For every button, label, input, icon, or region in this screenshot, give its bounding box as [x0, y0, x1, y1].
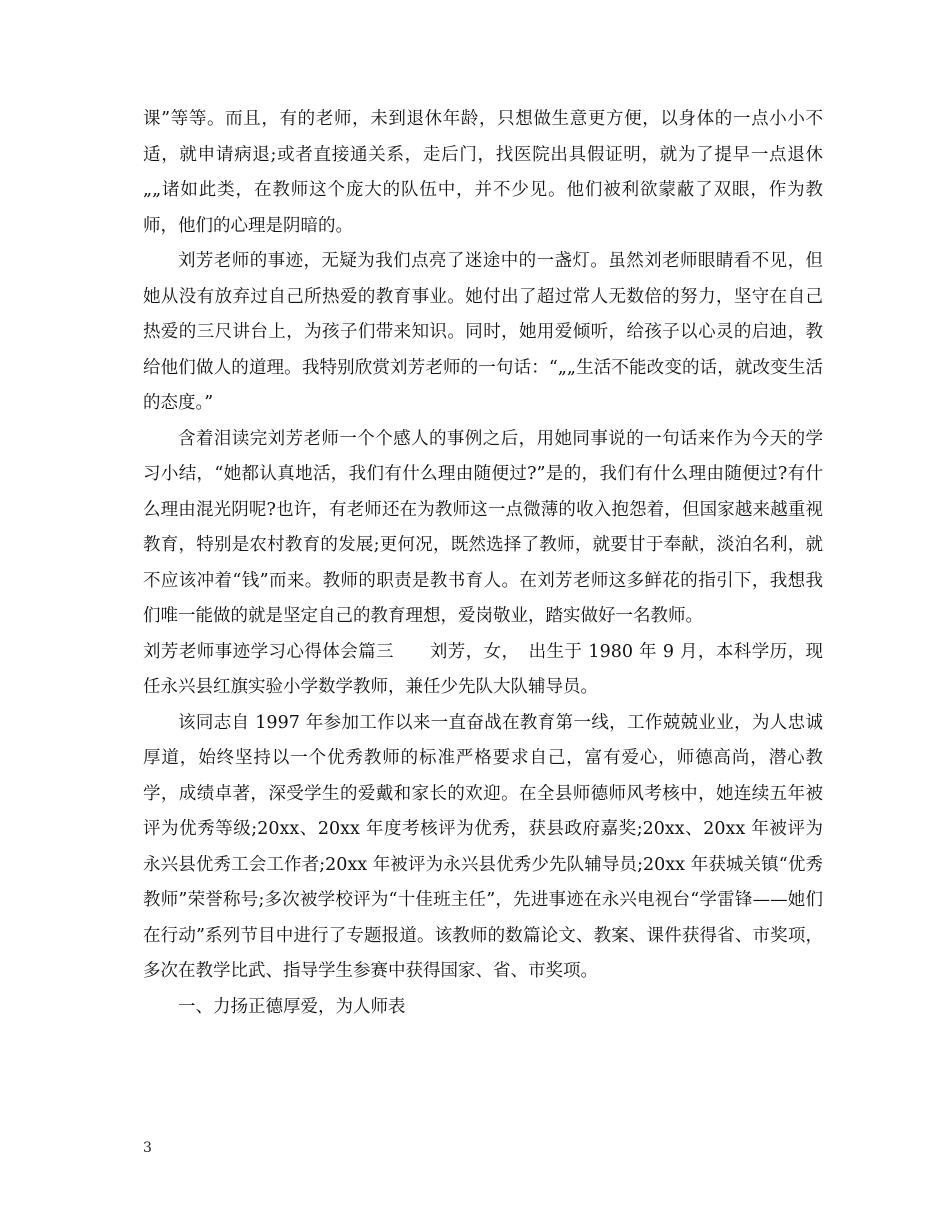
section-heading: 一、力扬正德厚爱，为人师表 — [178, 996, 406, 1017]
paragraph-4: 刘芳老师事迹学习心得体会篇三 刘芳，女， 出生于 1980 年 9 月，本科学历，现任永兴县红旗实验小学数学教师，兼任少先队大队辅导员。 — [143, 641, 823, 697]
paragraph-3: 含着泪读完刘芳老师一个个感人的事例之后，用她同事说的一句话来作为今天的学习小结，“她都认真地活，我们有什么理由随便过?”是的，我们有什么理由随便过?有什么理由混光阴呢?也许，有老师还在为教师这一点微薄的收入抱怨着，但国家越来越重视教育，特别是农村教育的发展;更何况，既然选择了教师，就要甘于奉献，淡泊名利，就不应该冲着“钱”而来。教师的职责是教书育人。在刘芳老师这多鲜花的指引下，我想我们唯一能做的就是坚定自己的教育理想，爱岗敬业，踏实做好一名教师。 — [143, 428, 823, 626]
paragraph-1: 课”等等。而且，有的老师，未到退休年龄，只想做生意更方便，以身体的一点小小不适，就申请病退;或者直接通关系，走后门，找医院出具假证明，就为了提早一点退休„„诸如此类，在教师这个庞大的队伍中，并不少见。他们被利欲蒙蔽了双眼，作为教师，他们的心理是阴暗的。 — [143, 109, 823, 236]
document-body — [143, 102, 823, 1025]
paragraph-5: 该同志自 1997 年参加工作以来一直奋战在教育第一线，工作兢兢业业，为人忠诚厚道，始终坚持以一个优秀教师的标准严格要求自己，富有爱心，师德高尚，潜心教学，成绩卓著，深受学生的爱戴和家长的欢迎。在全县师德师风考核中，她连续五年被评为优秀等级;20xx、20xx 年度考核评为优秀，获县政府嘉奖;20xx、20xx 年被评为永兴县优秀工会工作者;20xx 年被评为永兴县优秀少先队辅导员;20xx 年获城关镇“优秀教师”荣誉称号;多次被学校评为“十佳班主任”，先进事迹在永兴电视台“学雷锋——她们在行动”系列节目中进行了专题报道。该教师的数篇论文、教案、课件获得省、市奖项，多次在教学比武、指导学生参赛中获得国家、省、市奖项。 — [143, 712, 823, 981]
paragraph-2: 刘芳老师的事迹，无疑为我们点亮了迷途中的一盏灯。虽然刘老师眼睛看不见，但她从没有放弃过自己所热爱的教育事业。她付出了超过常人无数倍的努力，坚守在自己热爱的三尺讲台上，为孩子们带来知识。同时，她用爱倾听，给孩子以心灵的启迪，教给他们做人的道理。我特别欣赏刘芳老师的一句话：“„„生活不能改变的话，就改变生活的态度。” — [143, 251, 823, 413]
page-number: 3 — [143, 1140, 152, 1156]
